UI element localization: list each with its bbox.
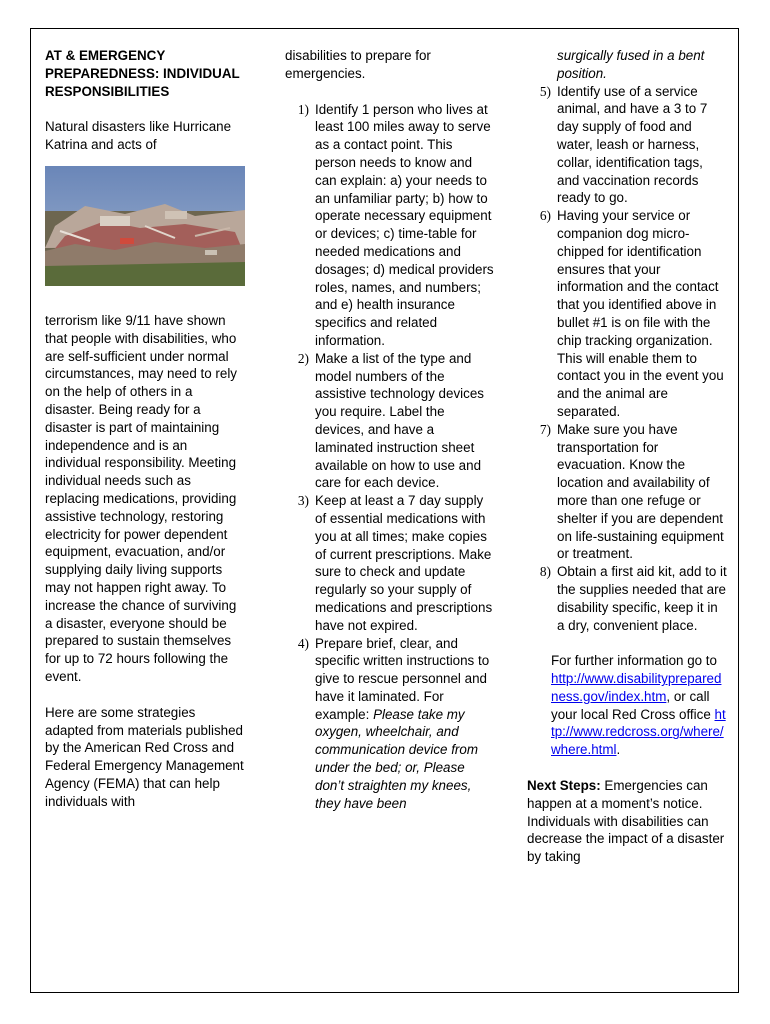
disaster-paragraph: terrorism like 9/11 have shown that people with disabilities, who are self-sufficient under normal circumstances, may need to rely on the help of others in a disaster. Being ready for a disaster is part of maintaining independence and is an individual responsibility. Meeting individual needs such as replacing medications, providing assistive technology, restoring electricity for power dependent equipment, evacuation, and/or supplying daily living supports may not happen right away. To increase the chance of surviving a disaster, everyone should be prepared to sustain themselves for up to 72 hours following the event. xyxy=(45,312,238,684)
list-item-text: Identify 1 person who lives at least 100 miles away to serve as a contact point. This person needs to know and can explain: a) your needs to an unfamiliar party; b) how to operate necessary equipment or devices; c) time-table for needed medications and dosages; d) medical providers roles, names, and numbers; and e) health insurance specifics and related information. xyxy=(315,101,494,348)
list-number: 8) xyxy=(539,564,551,580)
list-item-text: Identify use of a service animal, and have a 3 to 7 day supply of food and water, leash or harness, collar, identification tags, and vaccination records ready to go. xyxy=(557,83,708,206)
further-info-middle: , or call your local Red Cross office xyxy=(551,688,715,722)
list-item-4-continued: surgically fused in a bent position. xyxy=(557,48,705,81)
disability-preparedness-link[interactable]: http://www.disabilitypreparedness.gov/index.htm xyxy=(551,671,722,704)
list-item-text: Having your service or companion dog micro-chipped for identification ensures that your information and the contact that you identified above in bullet #1 is on file with the chip tracking organization. This will enable them to contact you in the event you and the animal are separated. xyxy=(557,208,724,419)
column-2 xyxy=(285,47,495,812)
further-info-prefix: For further information go to xyxy=(551,653,717,669)
list-number: 5) xyxy=(539,83,551,99)
list-item xyxy=(527,563,727,634)
strategies-paragraph: Here are some strategies adapted from materials published by the American Red Cross and Federal Emergency Management Agency (FEMA) that can help individuals with xyxy=(45,704,244,809)
next-steps-paragraph xyxy=(527,777,727,866)
document-heading: AT & EMERGENCY PREPAREDNESS: INDIVIDUAL RESPONSIBILITIES xyxy=(45,48,240,99)
next-steps-text: Emergencies can happen at a moment’s notice. Individuals with disabilities can decrease the impact of a disaster by taking xyxy=(527,778,725,865)
list-item xyxy=(527,207,727,421)
hurricane-debris-photo xyxy=(45,166,245,286)
list-number: 4) xyxy=(297,635,309,651)
strategies-paragraph-continued: disabilities to prepare for emergencies. xyxy=(285,48,431,81)
list-number: 1) xyxy=(297,101,309,117)
list-number: 2) xyxy=(297,350,309,366)
list-item-text: Make sure you have transportation for evacuation. Know the location and availability of more than one refuge or shelter if you are dependent on life-sustaining equipment or treatment. xyxy=(557,421,724,562)
list-item xyxy=(285,635,495,813)
list-item xyxy=(285,350,495,492)
list-item-text: Obtain a first aid kit, add to it the supplies needed that are disability specific, keep it in a dry, convenient place. xyxy=(557,564,727,633)
strategy-list-continued xyxy=(527,83,727,635)
list-number: 3) xyxy=(297,493,309,509)
list-item xyxy=(527,421,727,563)
list-item-text: Make a list of the type and model numbers of the assistive technology devices you require. Label the devices, and have a laminated instruction sheet available on how to use and care for each device. xyxy=(315,350,484,491)
example-instructions: Please take my oxygen, wheelchair, and communication device from under the bed; or, Please don’t straighten my knees, they have been xyxy=(315,706,478,811)
document-page xyxy=(30,28,739,993)
red-cross-link[interactable]: http://www.redcross.org/where/where.html xyxy=(551,706,726,758)
column-1 xyxy=(45,47,245,811)
list-number: 7) xyxy=(539,421,551,437)
next-steps-label: Next Steps: xyxy=(527,778,601,794)
further-info-suffix: . xyxy=(616,742,621,758)
further-info-paragraph xyxy=(527,652,727,759)
list-number: 6) xyxy=(539,208,551,224)
list-item xyxy=(285,101,495,350)
strategy-list xyxy=(285,101,495,813)
list-item-text: Keep at least a 7 day supply of essential medications with you at all times; make copies of current prescriptions. Make sure to check and update regularly so your supply of medications and prescriptions have not expired. xyxy=(315,493,493,633)
intro-paragraph: Natural disasters like Hurricane Katrina and acts of xyxy=(45,119,232,153)
column-3 xyxy=(527,47,727,866)
list-item xyxy=(285,492,495,634)
list-item-text: Prepare brief, clear, and specific written instructions to give to rescue personnel and have it laminated. For example: xyxy=(315,635,490,722)
list-item xyxy=(527,83,727,208)
